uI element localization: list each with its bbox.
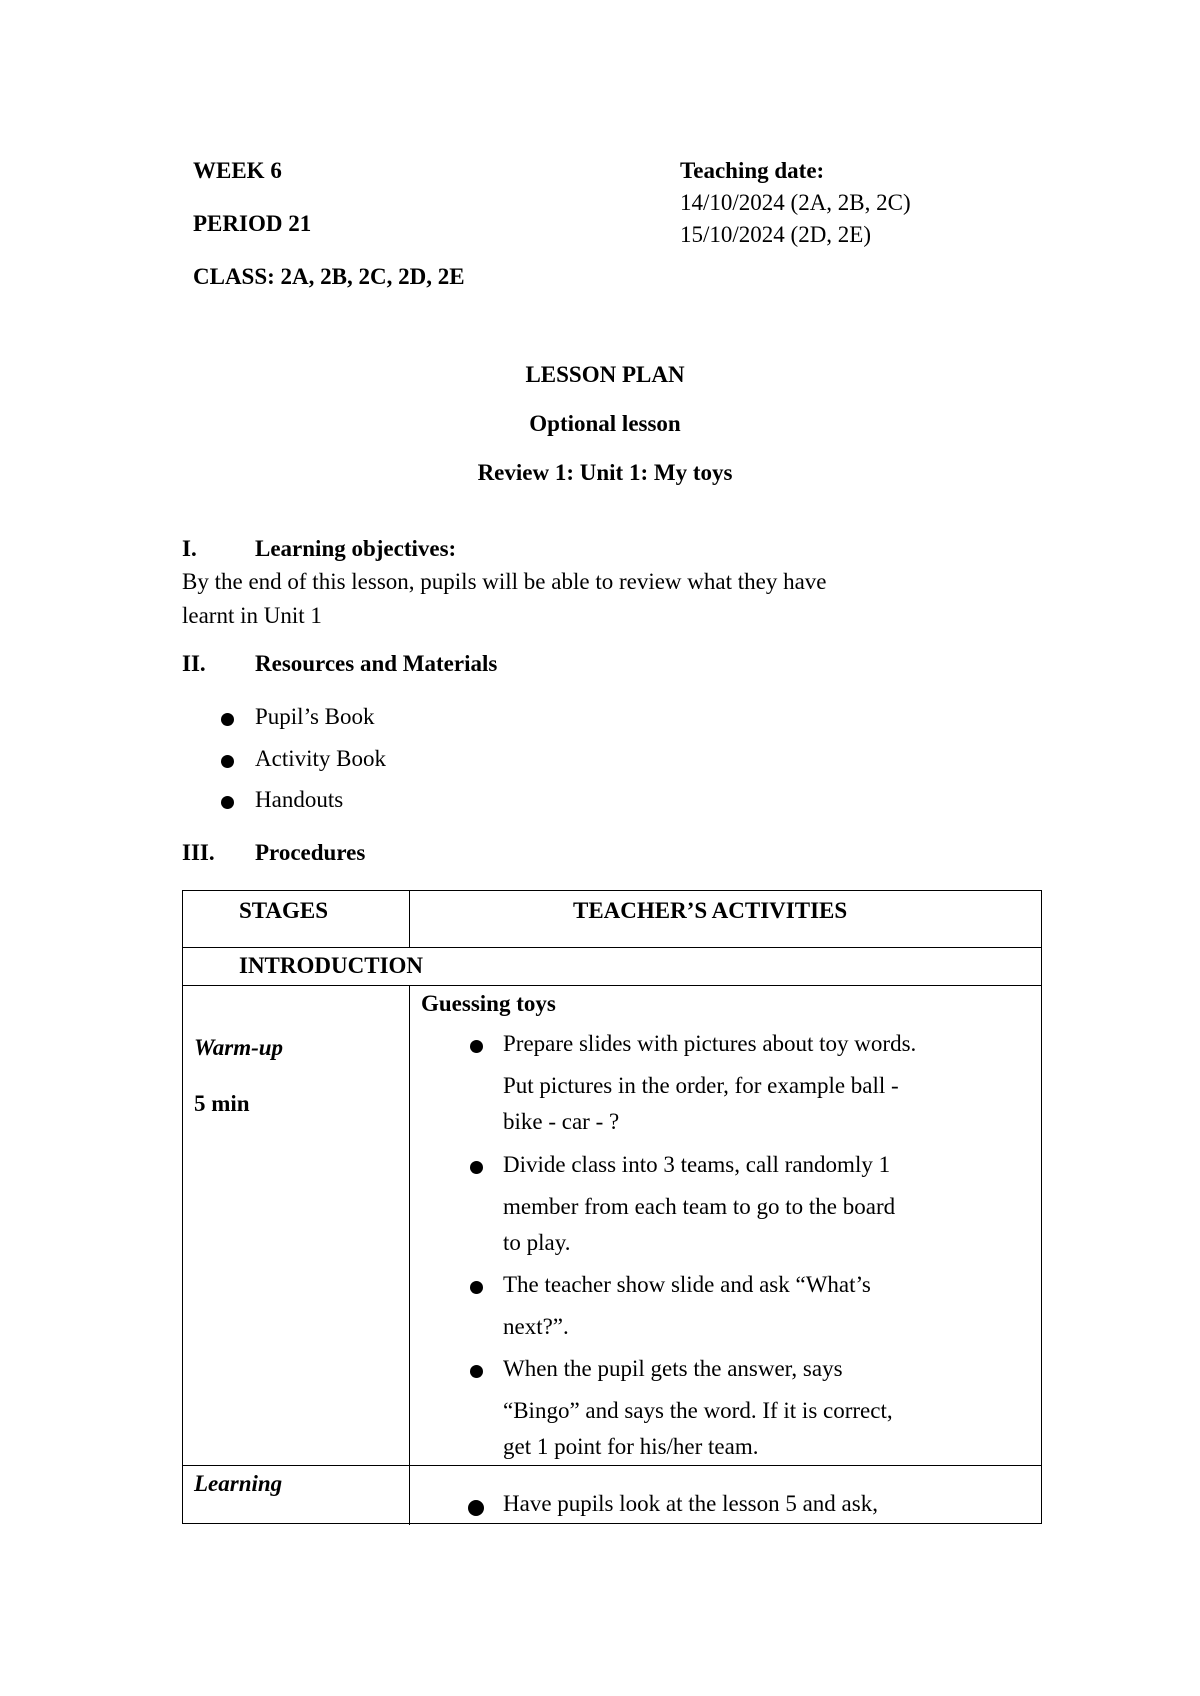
section-1-title: Learning objectives: — [255, 536, 457, 561]
activity-line: next?”. — [503, 1314, 569, 1339]
table-row-divider — [183, 947, 1041, 948]
teaching-date-2: 15/10/2024 (2D, 2E) — [680, 222, 872, 247]
section-2-title: Resources and Materials — [255, 651, 498, 676]
bullet-icon — [470, 1281, 483, 1294]
table-row-divider — [183, 1465, 1041, 1466]
bullet-icon — [470, 1161, 483, 1174]
bullet-icon — [470, 1040, 483, 1053]
table-row-divider — [183, 985, 1041, 986]
header-stages: STAGES — [239, 898, 329, 923]
activity-line: The teacher show slide and ask “What’s — [503, 1272, 871, 1297]
resource-item: Activity Book — [255, 746, 386, 771]
activity-line: get 1 point for his/her team. — [503, 1434, 759, 1459]
table-column-divider — [409, 891, 410, 947]
week-label: WEEK 6 — [193, 158, 282, 183]
lesson-plan-title: LESSON PLAN — [525, 362, 685, 387]
section-3-number: III. — [182, 840, 215, 865]
introduction-label: INTRODUCTION — [239, 953, 424, 978]
teaching-date-1: 14/10/2024 (2A, 2B, 2C) — [680, 190, 911, 215]
lesson-topic: Review 1: Unit 1: My toys — [477, 460, 733, 485]
activity-line: Put pictures in the order, for example ball - — [503, 1073, 899, 1098]
resource-item: Pupil’s Book — [255, 704, 375, 729]
section-3-title: Procedures — [255, 840, 366, 865]
teaching-date-label: Teaching date: — [680, 158, 825, 183]
activity-line: to play. — [503, 1230, 571, 1255]
bullet-icon — [221, 713, 234, 726]
warmup-time: 5 min — [194, 1091, 250, 1116]
period-label: PERIOD 21 — [193, 211, 312, 236]
activity-line: member from each team to go to the board — [503, 1194, 896, 1219]
activity-title: Guessing toys — [421, 991, 556, 1016]
bullet-icon — [468, 1500, 484, 1516]
learning-stage: Learning — [194, 1471, 283, 1496]
lesson-subtitle: Optional lesson — [529, 411, 681, 436]
bullet-icon — [221, 755, 234, 768]
section-1-number: I. — [182, 536, 197, 561]
bullet-icon — [221, 796, 234, 809]
header-teacher-activities: TEACHER’S ACTIVITIES — [573, 898, 848, 923]
section-2-number: II. — [182, 651, 206, 676]
activity-line: “Bingo” and says the word. If it is correct, — [503, 1398, 893, 1423]
activity-line: When the pupil gets the answer, says — [503, 1356, 843, 1381]
activity-line: Divide class into 3 teams, call randomly 1 — [503, 1152, 891, 1177]
activity-line: bike - car - ? — [503, 1109, 620, 1134]
class-label: CLASS: 2A, 2B, 2C, 2D, 2E — [193, 264, 465, 289]
procedures-table — [182, 890, 1042, 1524]
table-column-divider — [409, 985, 410, 1525]
resource-item: Handouts — [255, 787, 344, 812]
warmup-stage: Warm-up — [194, 1035, 284, 1060]
objectives-line-1: By the end of this lesson, pupils will be able to review what they have — [182, 569, 827, 594]
activity-line: Have pupils look at the lesson 5 and ask, — [503, 1491, 878, 1516]
activity-line: Prepare slides with pictures about toy words. — [503, 1031, 917, 1056]
objectives-line-2: learnt in Unit 1 — [182, 603, 322, 628]
bullet-icon — [470, 1365, 483, 1378]
